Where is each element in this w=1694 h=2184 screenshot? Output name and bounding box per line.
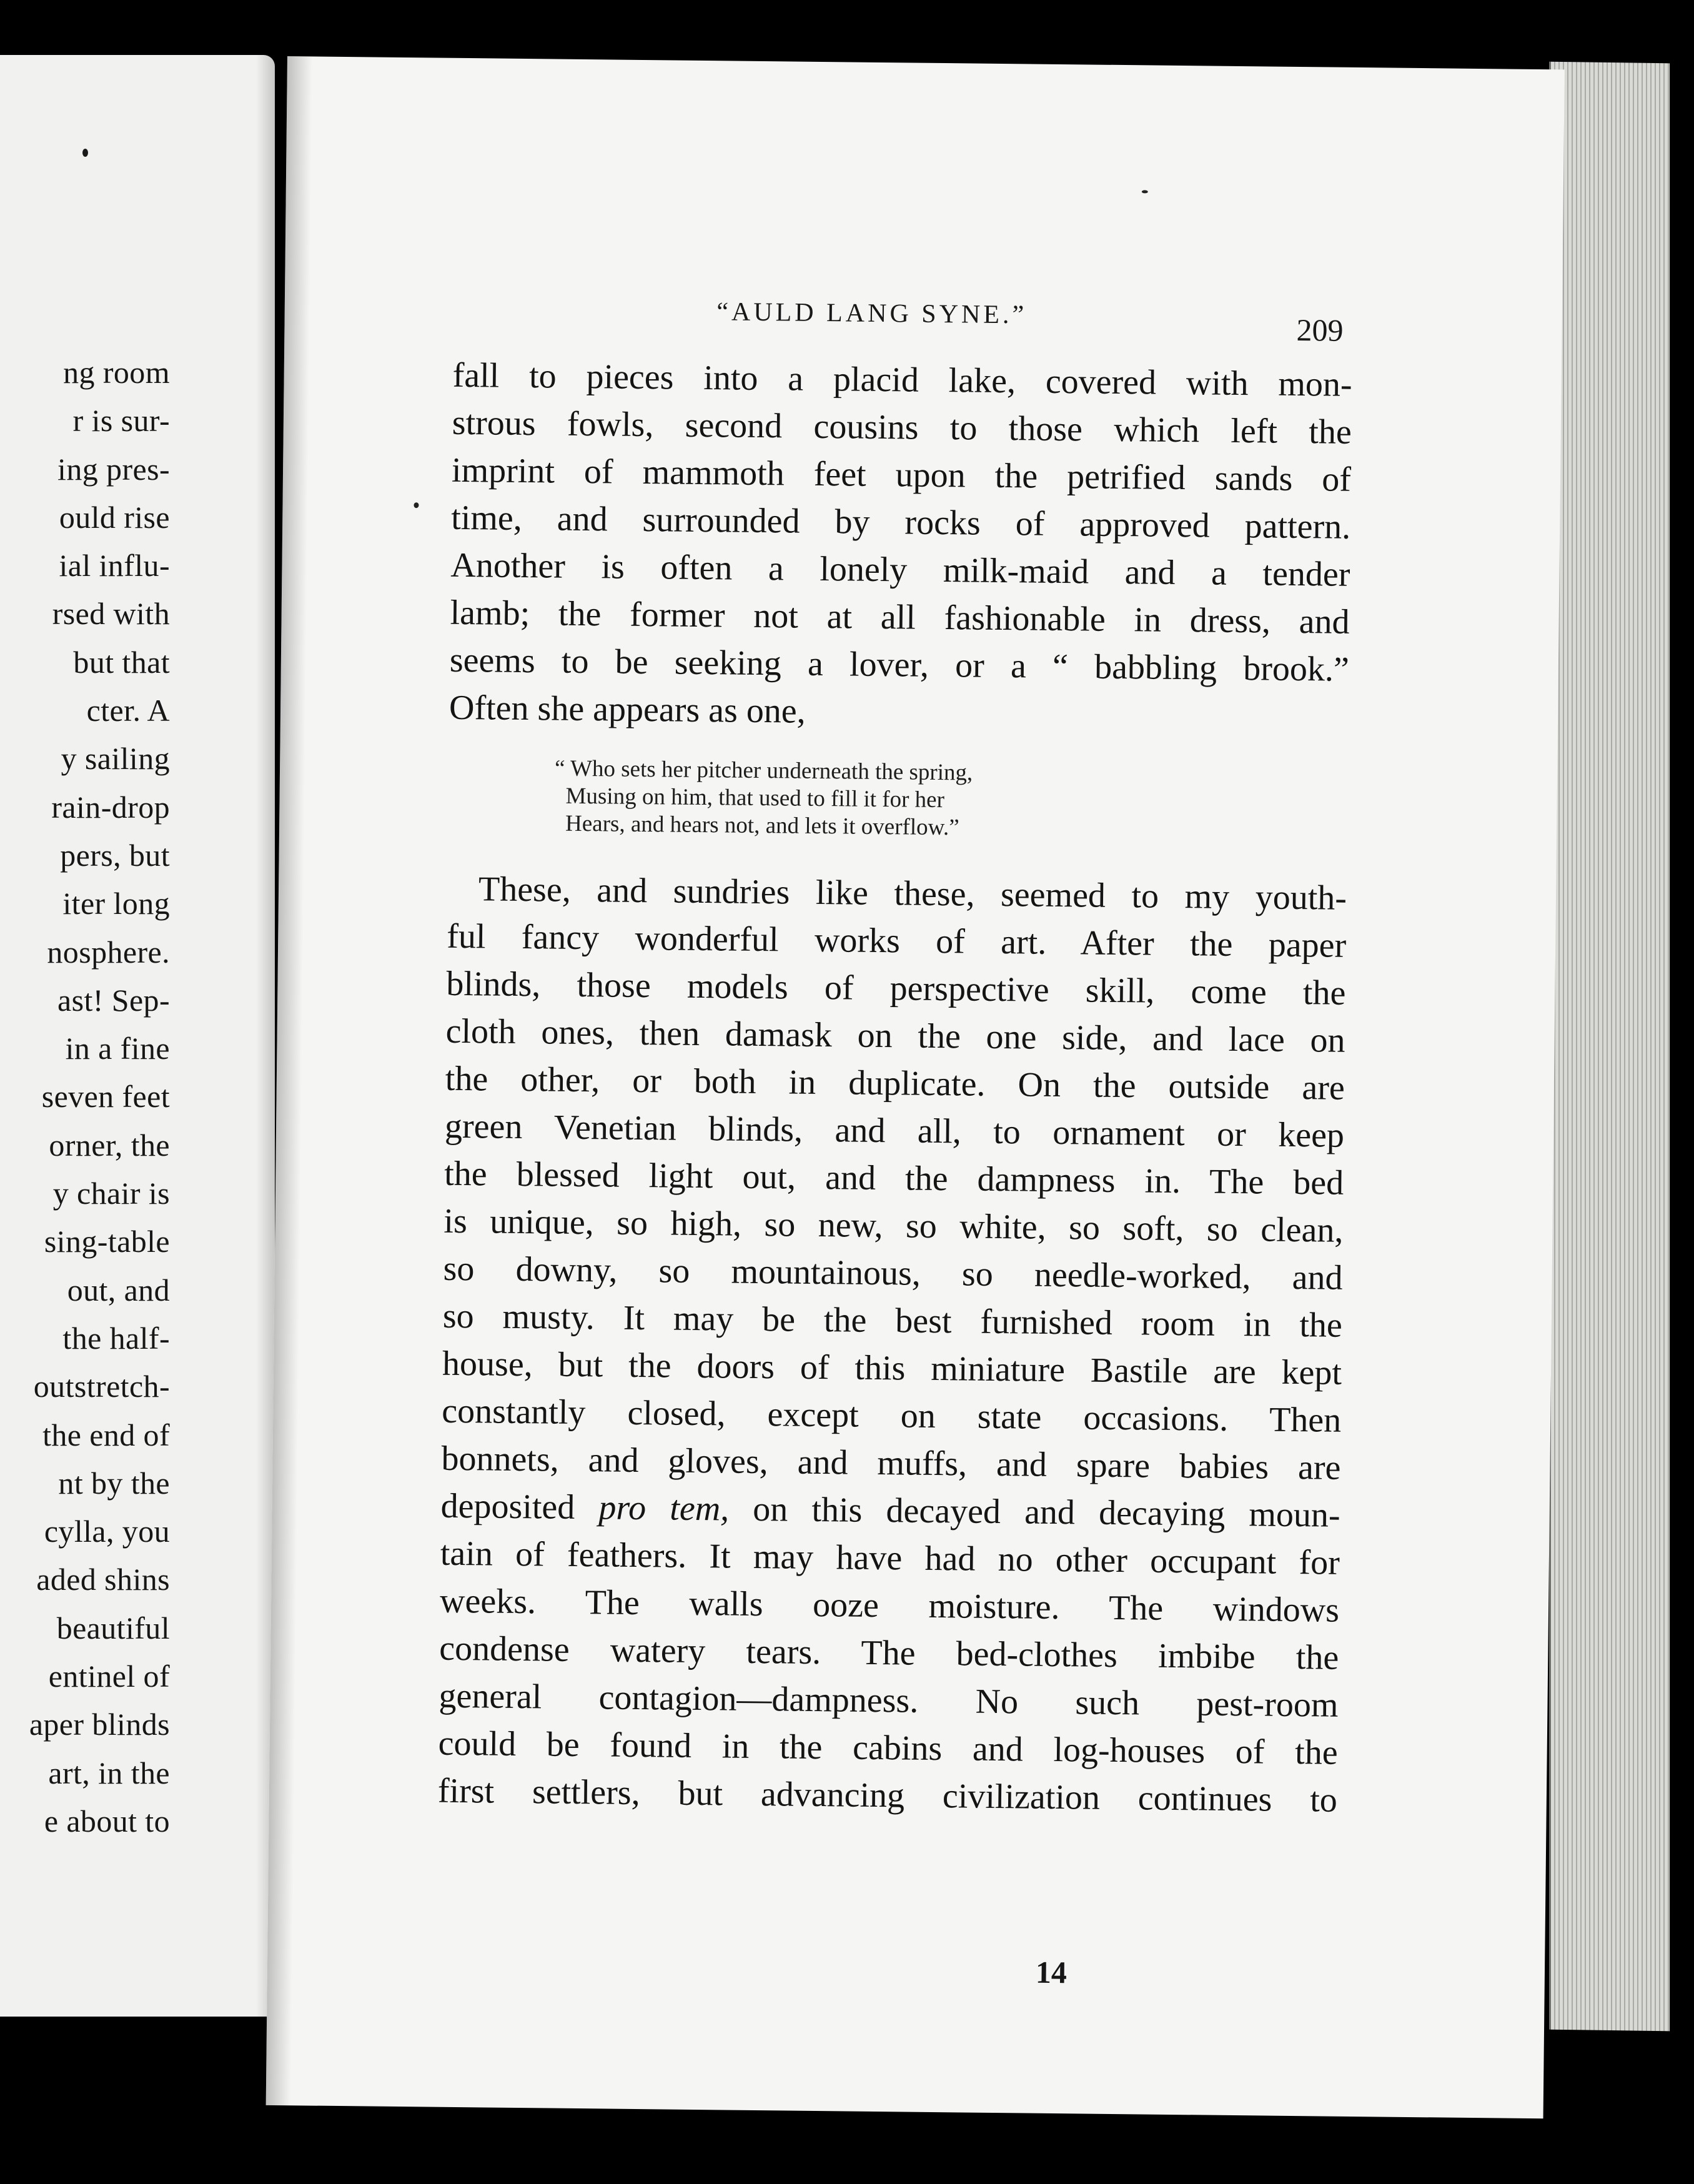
- pro-tem-italic: pro tem,: [598, 1488, 730, 1529]
- right-page: [266, 56, 1565, 2118]
- left-line: out, and: [67, 1272, 170, 1308]
- left-line: nt by the: [58, 1465, 170, 1501]
- ink-speck: [1142, 190, 1148, 193]
- left-line: r is sur-: [72, 403, 170, 439]
- left-line: but that: [73, 644, 170, 680]
- ink-speck: [414, 502, 419, 508]
- text-line: blinds, those models of perspective skill, come the: [446, 964, 1346, 1013]
- left-line: seven feet: [41, 1079, 170, 1114]
- text-line: the blessed light out, and the dampness in. The bed: [443, 1154, 1344, 1203]
- left-line: y chair is: [52, 1176, 170, 1211]
- left-line: ould rise: [59, 499, 170, 535]
- text-line: These, and sundries like these, seemed to my youth-: [478, 870, 1347, 918]
- left-line: beautiful: [56, 1610, 170, 1645]
- text-line: so musty. It may be the best furnished room in the: [442, 1296, 1343, 1345]
- text-line: first settlers, but advancing civilization continues to: [437, 1771, 1338, 1820]
- signature-mark: 14: [1035, 1954, 1067, 1990]
- left-line: y sailing: [61, 741, 170, 777]
- left-line: e about to: [44, 1803, 170, 1839]
- left-line: cylla, you: [44, 1514, 170, 1549]
- left-line: iter long: [62, 886, 170, 921]
- left-line: ng room: [63, 355, 170, 390]
- left-line: ing pres-: [57, 451, 170, 487]
- text-line: fall to pieces into a placid lake, covered with mon-: [452, 355, 1352, 404]
- verse-line: “ Who sets her pitcher underneath the spring,: [554, 755, 973, 786]
- left-line: pers, but: [60, 837, 170, 873]
- left-page-text: [0, 349, 170, 1845]
- left-line: entinel of: [48, 1659, 170, 1694]
- page-number: 209: [1296, 312, 1344, 348]
- text-line: cloth ones, then damask on the one side, and lace on: [445, 1011, 1345, 1060]
- ink-speck: [82, 149, 88, 157]
- text-line: the other, or both in duplicate. On the outside are: [445, 1059, 1345, 1108]
- left-line: aded shins: [36, 1562, 170, 1597]
- left-line: ast! Sep-: [57, 982, 170, 1018]
- text-line: green Venetian blinds, and all, to ornament or keep: [444, 1106, 1345, 1155]
- verse-quotation: [554, 755, 1154, 844]
- text-line: condense watery tears. The bed-clothes imbibe the: [438, 1629, 1339, 1677]
- text-line: could be found in the cabins and log-houses of the: [438, 1724, 1338, 1772]
- text-line: tain of feathers. It may have had no other occupant for: [440, 1534, 1340, 1582]
- deposited-prefix: deposited: [440, 1486, 599, 1527]
- left-line: the half-: [62, 1320, 170, 1356]
- text-line: so downy, so mountainous, so needle-worked, and: [443, 1249, 1343, 1298]
- text-line: weeks. The walls ooze moisture. The windows: [439, 1581, 1340, 1630]
- body-text: [438, 352, 1352, 1824]
- running-head: “AULD LANG SYNE.”: [716, 297, 1028, 330]
- text-line: is unique, so high, so new, so white, so soft, so clean,: [443, 1201, 1344, 1250]
- left-line: aper blinds: [29, 1707, 170, 1742]
- deposited-suffix: on this decayed and decaying moun-: [728, 1489, 1340, 1535]
- text-line: Another is often a lonely milk-maid and a tender: [450, 545, 1350, 594]
- left-line: rain-drop: [51, 789, 170, 825]
- text-line: lamb; the former not at all fashionable in dress, and: [450, 593, 1350, 642]
- left-page-fragment: [0, 55, 275, 2017]
- left-line: outstretch-: [33, 1369, 170, 1404]
- text-line: strous fowls, second cousins to those which left the: [452, 403, 1352, 452]
- text-line: constantly closed, except on state occasions. Then: [441, 1391, 1342, 1440]
- left-line: rsed with: [52, 596, 170, 632]
- text-line: Often she appears as one,: [448, 688, 806, 731]
- left-line: orner, the: [49, 1127, 170, 1163]
- verse-line: Musing on him, that used to fill it for her: [565, 783, 945, 813]
- text-line: seems to be seeking a lover, or a “ babbling brook.”: [449, 640, 1350, 689]
- left-line: art, in the: [48, 1755, 170, 1790]
- text-line: time, and surrounded by rocks of approved pattern.: [450, 498, 1351, 547]
- left-line: in a fine: [65, 1031, 170, 1066]
- left-line: cter. A: [86, 693, 170, 728]
- left-line: ial influ-: [59, 548, 170, 583]
- text-line: general contagion—dampness. No such pest-room: [438, 1676, 1339, 1725]
- left-line: nosphere.: [47, 934, 170, 970]
- text-line: house, but the doors of this miniature Bastile are kept: [442, 1344, 1342, 1392]
- page-edges: [1549, 62, 1670, 2032]
- left-line: the end of: [42, 1417, 170, 1452]
- verse-line: Hears, and hears not, and lets it overflow.”: [565, 810, 959, 841]
- text-line: imprint of mammoth feet upon the petrified sands of: [451, 450, 1352, 499]
- left-line: sing-table: [44, 1224, 170, 1259]
- text-line: bonnets, and gloves, and muffs, and spare babies are: [441, 1439, 1341, 1487]
- text-line: ful fancy wonderful works of art. After the paper: [446, 916, 1347, 965]
